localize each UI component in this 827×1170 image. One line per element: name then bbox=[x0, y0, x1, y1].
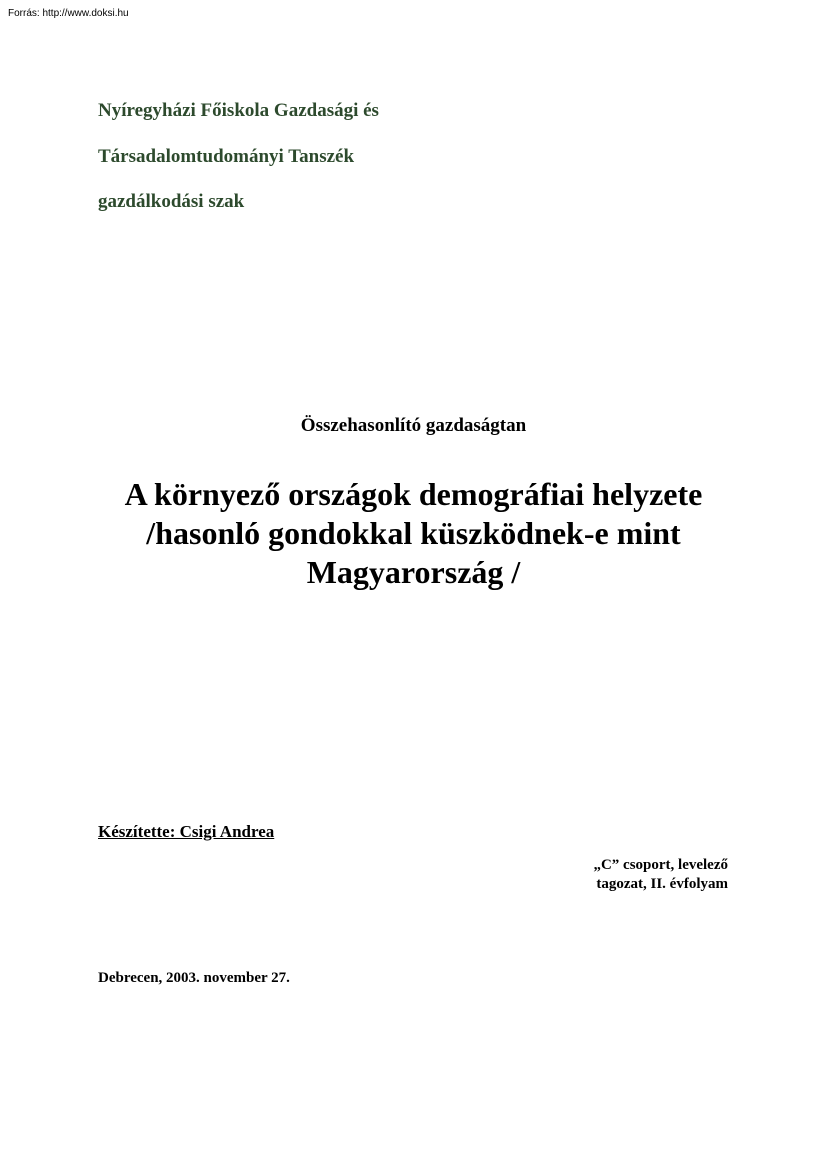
group-line-2: tagozat, II. évfolyam bbox=[596, 876, 728, 892]
author-line: Készítette: Csigi Andrea bbox=[98, 822, 275, 841]
title-line-3: Magyarország / bbox=[306, 554, 521, 590]
title-line-2: /hasonló gondokkal küszködnek-e mint bbox=[146, 515, 681, 551]
institution-line-2: Társadalomtudományi Tanszék bbox=[98, 146, 355, 167]
title-line-1: A környező országok demográfiai helyzete bbox=[124, 476, 703, 512]
institution-line-3: gazdálkodási szak bbox=[98, 191, 245, 212]
document-title bbox=[0, 475, 827, 592]
source-attribution: Forrás: http://www.doksi.hu bbox=[8, 8, 129, 19]
student-group bbox=[593, 856, 728, 894]
institution-line-1: Nyíregyházi Főiskola Gazdasági és bbox=[98, 100, 379, 121]
group-line-1: „C” csoport, levelező bbox=[593, 857, 728, 873]
course-subject: Összehasonlító gazdaságtan bbox=[300, 415, 527, 436]
place-and-date: Debrecen, 2003. november 27. bbox=[98, 970, 290, 986]
